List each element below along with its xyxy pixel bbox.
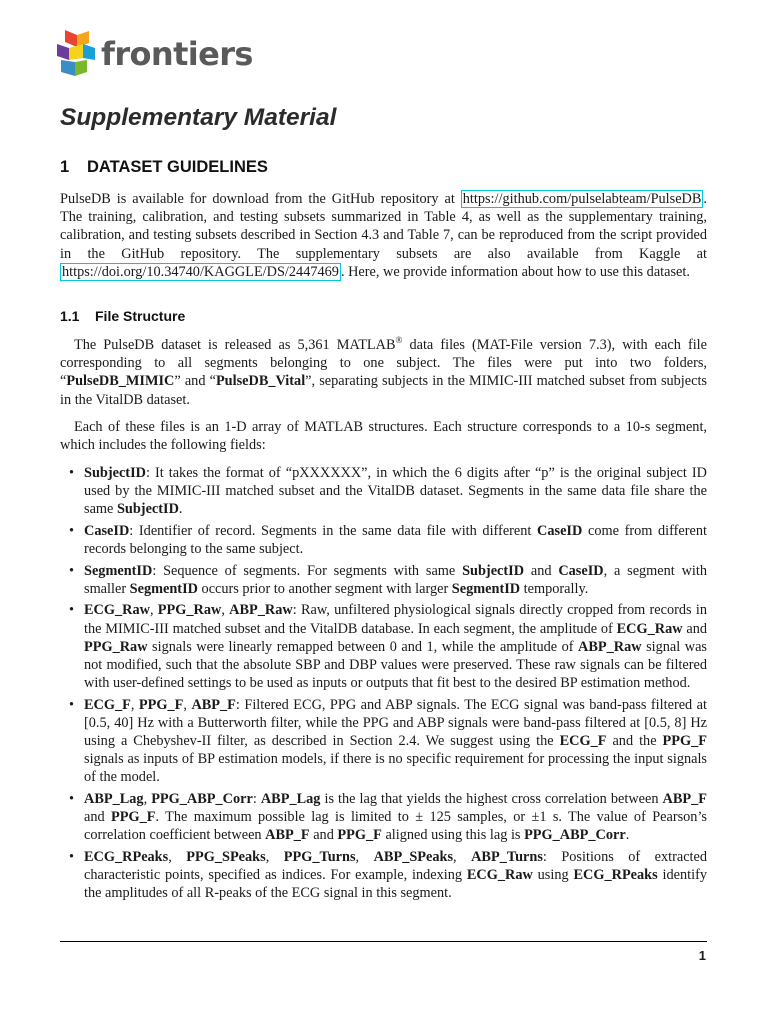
frontiers-logo-icon xyxy=(57,28,97,78)
section-title: DATASET GUIDELINES xyxy=(87,158,268,176)
section-heading xyxy=(60,158,268,177)
list-item-caseid: • CaseID: Identifier of record. Segments in the same data file with different CaseID come from different records belonging to the same subject. xyxy=(84,522,707,558)
list-item-peaks: • ECG_RPeaks, PPG_SPeaks, PPG_Turns, ABP_SPeaks, ABP_Turns: Positions of extracted characteristic points, specified as indices. For example, indexing ECG_Raw using ECG_RPeaks identify the amplitudes of all R-peaks of the ECG signal in this segment. xyxy=(84,848,707,903)
list-item-subjectid: • SubjectID: It takes the format of “pXXXXXX”, in which the 6 digits after “p” is the original subject ID used by the MIMIC-III matched subset and the VitalDB dataset. Segments in the same data file share the same SubjectID. xyxy=(84,464,707,519)
file-structure-paragraph: The PulseDB dataset is released as 5,361 MATLAB® data files (MAT-File version 7.3), with each file corresponding to all segments belonging to one subject. The files were put into two folders, “PulseDB_MIMIC” and “PulseDB_Vital”, separating subjects in the MIMIC-III matched subset from subjects in the VitalDB dataset. xyxy=(60,335,707,408)
frontiers-logo xyxy=(57,28,253,78)
list-item-filtered-signals: • ECG_F, PPG_F, ABP_F: Filtered ECG, PPG and ABP signals. The ECG signal was band-pass filtered at [0.5, 40] Hz with a Butterworth filter, while the PPG and ABP signals were band-pass filtered at [0.5, 8] Hz using a Chebyshev-II filter, as described in Section 2.4. We suggest using the ECG_F and the PPG_F signals as inputs of BP estimation models, if there is no specific requirement for processing the input signals of the model. xyxy=(84,696,707,787)
list-item-raw-signals: • ECG_Raw, PPG_Raw, ABP_Raw: Raw, unfiltered physiological signals directly cropped from records in the MIMIC-III matched subset and the VitalDB database. In each segment, the amplitude of ECG_Raw and PPG_Raw signals were linearly remapped between 0 and 1, while the amplitude of ABP_Raw signal was not modified, such that the absolute SBP and DBP values were preserved. These raw signals can be filtered with user-defined settings to be used as inputs or outputs that fit best to the desired BP estimation method. xyxy=(84,601,707,692)
brand-name: frontiers xyxy=(101,35,253,73)
intro-paragraph: PulseDB is available for download from the GitHub repository at https://github.com/pulselabteam/PulseDB . The training, calibration, and testing subsets summarized in Table 4, as well as the supplementary training, calibration, and testing subsets described in Section 4.3 and Table 7, can be reproduced from the script provided in the GitHub repository. The supplementary subsets are also available from Kaggle at https://doi.org/10.34740/KAGGLE/DS/2447469 . Here, we provide information about how to use this dataset. xyxy=(60,191,707,280)
footer-rule xyxy=(60,941,707,942)
subsection-number: 1.1 xyxy=(60,308,80,324)
subsection-heading xyxy=(60,308,185,324)
section-number: 1 xyxy=(60,158,70,176)
subsection-title: File Structure xyxy=(95,308,186,324)
page-number: 1 xyxy=(698,948,706,963)
kaggle-link[interactable]: https://doi.org/10.34740/KAGGLE/DS/2447469 xyxy=(62,263,339,280)
fields-intro-paragraph: Each of these files is an 1-D array of MATLAB structures. Each structure corresponds to a 10-s segment, which includes the following fields: xyxy=(60,419,707,454)
list-item-segmentid: • SegmentID: Sequence of segments. For segments with same SubjectID and CaseID, a segment with smaller SegmentID occurs prior to another segment with larger SegmentID temporally. xyxy=(84,562,707,598)
page-title: Supplementary Material xyxy=(60,104,337,131)
github-link[interactable]: https://github.com/pulselabteam/PulseDB xyxy=(462,191,702,207)
field-list xyxy=(84,464,707,906)
list-item-lag: • ABP_Lag, PPG_ABP_Corr: ABP_Lag is the lag that yields the highest cross correlation between ABP_F and PPG_F. The maximum possible lag is limited to ± 125 samples, or ±1 s. The value of Pearson’s correlation coefficient between ABP_F and PPG_F aligned using this lag is PPG_ABP_Corr. xyxy=(84,790,707,845)
